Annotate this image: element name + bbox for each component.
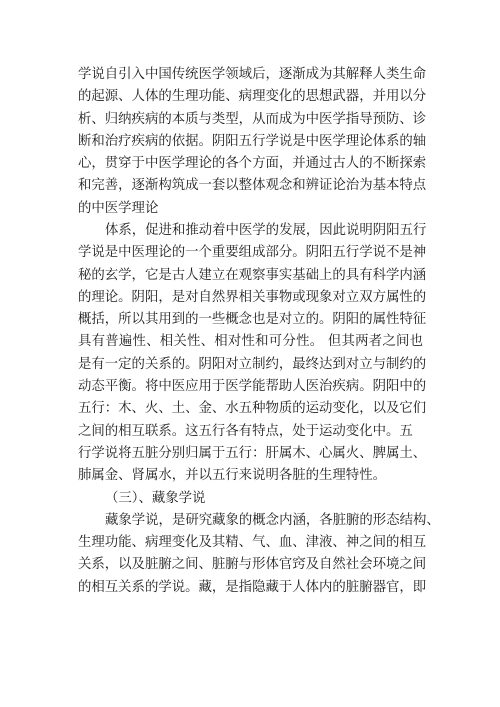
text-line: 心，贯穿于中医学理论的各个方面，并通过古人的不断探索 (78, 156, 427, 172)
text-line: 的理论。阴阳，是对自然界相关事物或现象对立双方属性的 (78, 289, 427, 305)
text-line: 析、归纳疾病的本质与类型，从而成为中医学指导预防、诊 (78, 111, 427, 127)
text-line: 和完善，逐渐构筑成一套以整体观念和辨证论治为基本特点 (78, 178, 427, 194)
text-line: 的中医学理论 (78, 200, 159, 216)
text-line: 藏象学说，是研究藏象的概念内涵，各脏腑的形态结构、 (105, 512, 440, 528)
text-line: 之间的相互联系。这五行各有特点，处于运动变化中。五 (78, 423, 413, 439)
text-line: 的起源、人体的生理功能、病理变化的思想武器，并用以分 (78, 89, 427, 105)
paragraph-1 (78, 64, 427, 220)
text-line: 概括，所以其用到的一些概念也是对立的。阴阳的属性特征 (78, 312, 427, 328)
text-line: 体系，促进和推动着中医学的发展，因此说明阴阳五行 (105, 223, 427, 238)
text-line: 秘的玄学，它是古人建立在观察事实基础上的具有科学内涵 (78, 267, 427, 283)
text-line: 肺属金、肾属水，并以五行来说明各脏的生理特性。 (78, 468, 386, 484)
text-line: 生理功能、病理变化及其精、气、血、津液、神之间的相互 (78, 535, 427, 551)
text-line: 断和治疗疾病的依据。阴阳五行学说是中医学理论体系的轴 (78, 133, 427, 149)
text-line: 行学说将五脏分别归属于五行：肝属木、心属火、脾属土、 (78, 445, 427, 461)
text-line: 学说自引入中国传统医学领域后，逐渐成为其解释人类生命 (78, 67, 427, 82)
text-line: 的相互关系的学说。藏，是指隐藏于人体内的脏腑器官，即 (78, 579, 427, 595)
text-line: 是有一定的关系的。阴阳对立制约，最终达到对立与制约的 (78, 356, 427, 372)
text-line: 五行：木、火、土、金、水五种物质的运动变化，以及它们 (78, 401, 427, 417)
section-heading: （三）、藏象学说 (105, 490, 206, 506)
text-line: 动态平衡。将中医应用于医学能帮助人医治疾病。阴阳中的 (78, 379, 427, 395)
paragraph-2-and-section (78, 220, 440, 599)
text-line: 具有普遍性、相关性、相对性和可分性。 但其两者之间也 (78, 334, 423, 350)
text-line: 学说是中医理论的一个重要组成部分。阴阳五行学说不是神 (78, 245, 427, 261)
text-line: 关系，以及脏腑之间、脏腑与形体官窍及自然社会环境之间 (78, 557, 427, 573)
